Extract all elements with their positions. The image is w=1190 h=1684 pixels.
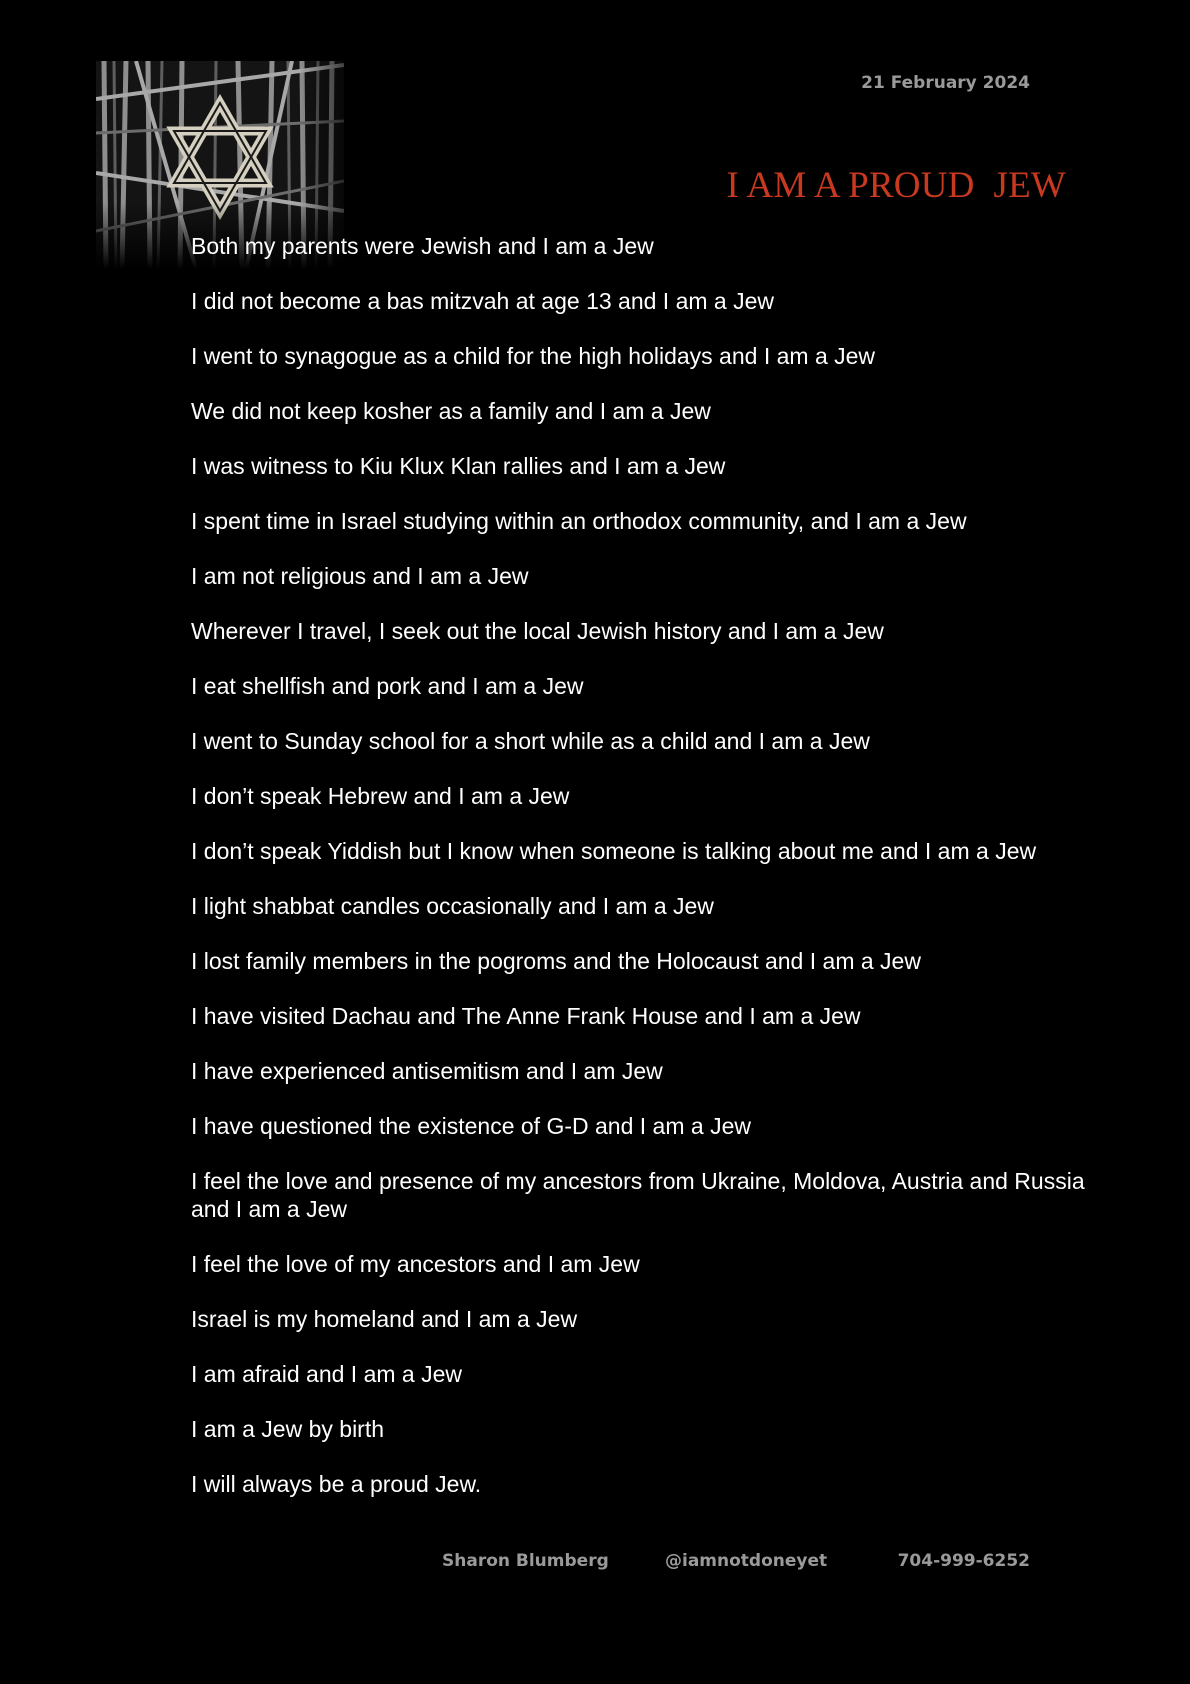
poem-line: I lost family members in the pogroms and the Holocaust and I am a Jew: [191, 948, 921, 974]
poem-line: I am a Jew by birth: [191, 1416, 385, 1442]
poem-line: We did not keep kosher as a family and I am a Jew: [191, 398, 711, 424]
page-title: I AM A PROUD JEW: [726, 165, 1066, 206]
poem-line: Wherever I travel, I seek out the local Jewish history and I am a Jew: [191, 618, 884, 644]
poem-line: I am afraid and I am a Jew: [191, 1361, 463, 1387]
poem-line: I feel the love of my ancestors and I am Jew: [191, 1251, 640, 1277]
poem-line: I have visited Dachau and The Anne Frank House and I am a Jew: [191, 1003, 861, 1029]
poem-line: I eat shellfish and pork and I am a Jew: [191, 673, 584, 699]
poem-line: I was witness to Kiu Klux Klan rallies and I am a Jew: [191, 453, 726, 479]
phone-number: 704-999-6252: [897, 1551, 1030, 1571]
poem-line: I have questioned the existence of G-D and I am a Jew: [191, 1113, 751, 1139]
poem-line: I have experienced antisemitism and I am Jew: [191, 1058, 663, 1084]
poem-line: I spent time in Israel studying within an orthodox community, and I am a Jew: [191, 508, 967, 534]
poem-line: I will always be a proud Jew.: [191, 1471, 482, 1497]
poem-line: I feel the love and presence of my ancestors from Ukraine, Moldova, Austria and Russia and I am a Jew: [191, 1168, 1085, 1222]
poem-line: I went to synagogue as a child for the high holidays and I am a Jew: [191, 343, 876, 369]
poem-line: I don’t speak Hebrew and I am a Jew: [191, 783, 570, 809]
social-handle: @iamnotdoneyet: [665, 1551, 828, 1571]
poem-line: Israel is my homeland and I am a Jew: [191, 1306, 578, 1332]
poem-lines: [191, 232, 1091, 1525]
author-name: Sharon Blumberg: [442, 1551, 609, 1571]
poem-line: I am not religious and I am a Jew: [191, 563, 529, 589]
poem-line: I don’t speak Yiddish but I know when someone is talking about me and I am a Jew: [191, 838, 1037, 864]
date-label: 21 February 2024: [861, 73, 1030, 93]
poem-line: I went to Sunday school for a short while as a child and I am a Jew: [191, 728, 870, 754]
poem-line: I light shabbat candles occasionally and I am a Jew: [191, 893, 714, 919]
poem-line: Both my parents were Jewish and I am a Jew: [191, 233, 654, 259]
poem-line: I did not become a bas mitzvah at age 13 and I am a Jew: [191, 288, 775, 314]
